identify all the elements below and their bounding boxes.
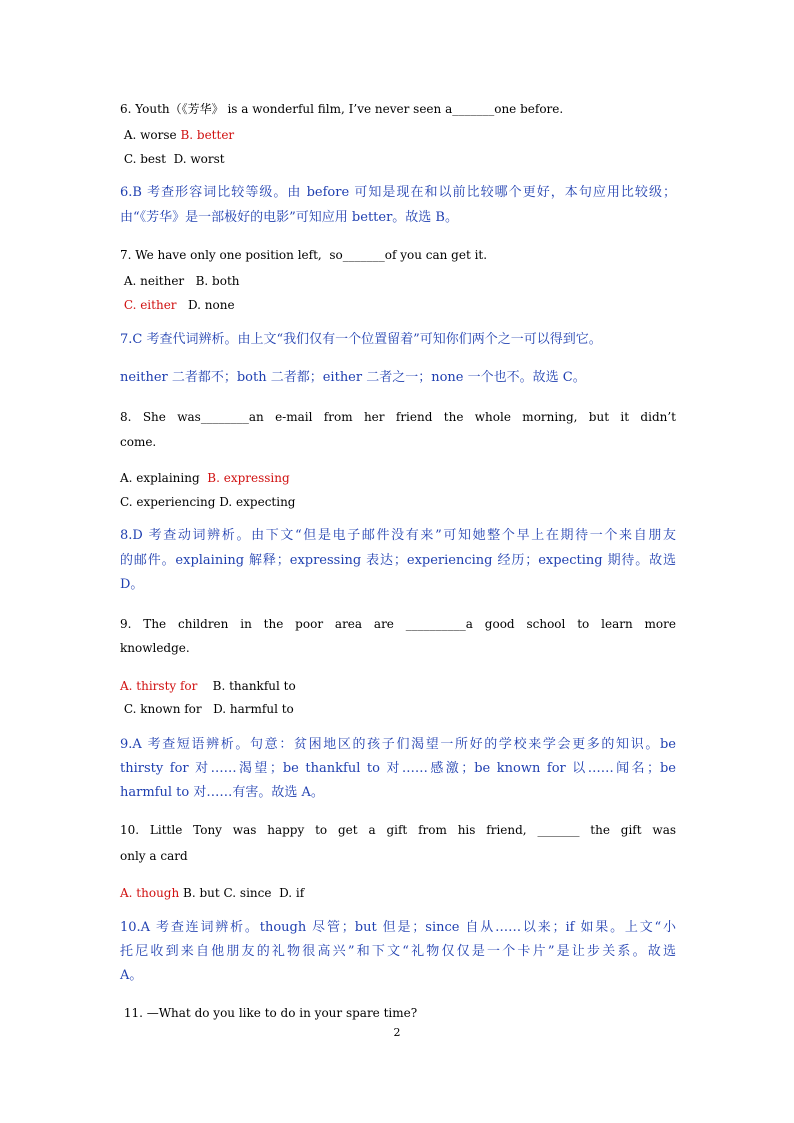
question-8-explanation-line1: 8.D 考查动词辨析。由下文“但是电子邮件没有来”可知她整个早上在期待一个来自朋友 (120, 528, 676, 543)
question-6-options-ab (120, 127, 676, 143)
option-a: A. explaining (120, 471, 208, 485)
question-8-explanation-line3: D。 (120, 577, 144, 592)
question-10-stem-line2: only a card (120, 849, 188, 863)
option-c-answer: C. either (120, 298, 177, 312)
question-6-explanation-line2: 由“《芳华》是一部极好的电影”可知应用 better。故选 B。 (120, 210, 458, 225)
question-7-options-cd (120, 297, 676, 313)
question-7-stem: 7. We have only one position left, so_______of you can get it. (120, 248, 488, 262)
question-9-options-cd: C. known for D. harmful to (120, 702, 294, 716)
question-6-explanation-line1: 6.B 考查形容词比较等级。由 before 可知是现在和以前比较哪个更好，本句应用比较级； (120, 185, 676, 200)
question-8-options-cd: C. experiencing D. expecting (120, 495, 296, 509)
question-9-stem-line2: knowledge. (120, 641, 190, 655)
question-8-explanation-line2: 的邮件。explaining 解释；expressing 表达；experiencing 经历；expecting 期待。故选 (120, 553, 676, 568)
question-8-stem-line1: 8. She was________an e-mail from her friend the whole morning, but it didn’t (120, 410, 676, 424)
question-10-explanation-line3: A。 (120, 968, 143, 983)
option-b: B. expressing (207, 471, 290, 485)
question-10-explanation-line2: 托尼收到来自他朋友的礼物很高兴”和下文“礼物仅仅是一个卡片”是让步关系。故选 (120, 944, 676, 959)
question-6-options-cd: C. best D. worst (120, 152, 225, 166)
question-9-options-ab (120, 678, 676, 694)
question-10-stem-line1: 10. Little Tony was happy to get a gift from his friend, _______ the gift was (120, 823, 676, 837)
question-7-explanation-line1: 7.C 考查代词辨析。由上文“我们仅有一个位置留着”可知你们两个之一可以得到它。 (120, 332, 602, 347)
question-10-options (120, 885, 676, 901)
option-b-answer: B. better (180, 128, 235, 142)
option-d: D. none (176, 298, 235, 312)
question-6-stem: 6. Youth（《芳华》 is a wonderful film, I’ve never seen a_______one before. (120, 102, 564, 116)
question-10-explanation-line1: 10.A 考查连词辨析。though 尽管；but 但是；since 自从……以来；if 如果。上文“小 (120, 920, 676, 935)
question-9-stem-line1: 9. The children in the poor area are __________a good school to learn more (120, 617, 676, 631)
options-bcd: B. but C. since D. if (179, 886, 305, 900)
question-9-explanation-line3: harmful to 对……有害。故选 A。 (120, 785, 324, 800)
option-a-answer: A. thirsty for (120, 679, 198, 693)
question-7-explanation-line2: neither 二者都不；both 二者都；either 二者之一；none 一个也不。故选 C。 (120, 370, 586, 385)
option-b: B. thankful to (197, 679, 296, 693)
page-number: 2 (393, 1026, 401, 1039)
option-a-answer: A. though (120, 886, 180, 900)
question-8-options-ab (120, 470, 676, 486)
question-9-explanation-line2: thirsty for 对……渴望；be thankful to 对……感激；be known for 以……闻名；be (120, 761, 676, 776)
question-11-stem: 11. —What do you like to do in your spare time? (120, 1006, 418, 1020)
option-a: A. worse (120, 128, 177, 142)
question-8-stem-line2: come. (120, 435, 157, 449)
question-7-options-ab: A. neither B. both (120, 274, 240, 288)
question-9-explanation-line1: 9.A 考查短语辨析。句意：贫困地区的孩子们渴望一所好的学校来学会更多的知识。be (120, 737, 676, 752)
